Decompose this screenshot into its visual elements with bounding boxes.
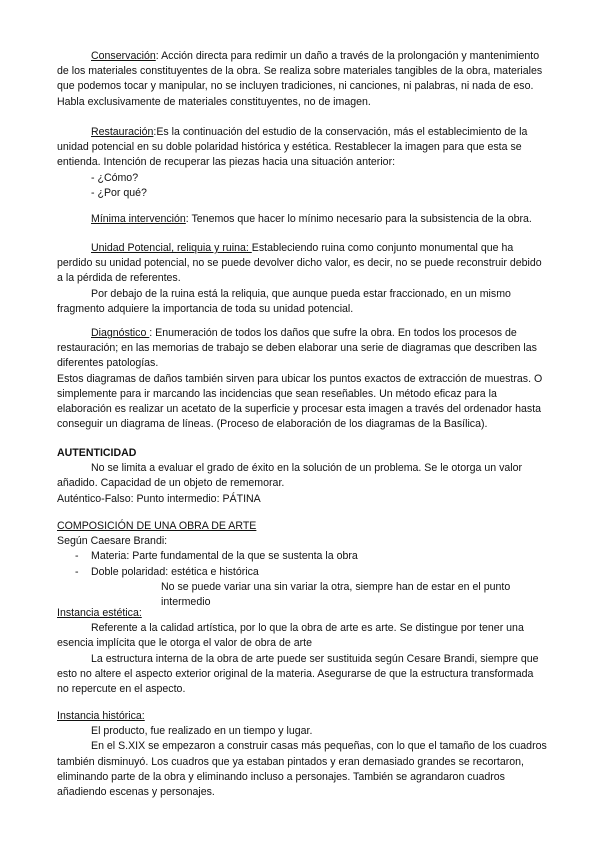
section-diagnostico xyxy=(57,326,547,432)
composicion-intro: Según Caesare Brandi: xyxy=(57,535,168,548)
section-composicion xyxy=(57,519,547,610)
section-minima-intervencion xyxy=(57,212,547,227)
diagnostico-text: : Enumeración de todos los daños que sufre la obra. En todos los procesos de restauración; en las memorias de trabajo se deben elaborar una serie de diagramas que describen las diferentes patologías. xyxy=(57,327,537,370)
estetica-paragraph-1: Referente a la calidad artística, por lo que la obra de arte es arte. Se distingue por tener una esencia implícita que le otorga el valor de obra de arte xyxy=(57,622,524,650)
conservacion-term: Conservación xyxy=(91,50,156,62)
diagnostico-term: Diagnóstico xyxy=(91,327,150,339)
composicion-heading: COMPOSICIÓN DE UNA OBRA DE ARTE xyxy=(57,520,257,532)
autenticidad-paragraph: No se limita a evaluar el grado de éxito en la solución de un problema. Se le otorga un valor añadido. Capacidad de un objeto de rememorar. xyxy=(57,462,523,490)
estetica-paragraph-2: La estructura interna de la obra de arte puede ser sustituida según Cesare Brandi, siempre que esto no altere el aspecto exterior original de la materia. Asegurarse de que la estructura transformada no repercute en el aspecto. xyxy=(57,652,539,696)
section-instancia-historica xyxy=(57,709,547,800)
historica-paragraph-1: El producto, fue realizado en un tiempo y lugar. xyxy=(91,725,313,738)
minima-paragraph xyxy=(57,212,547,227)
minima-term: Mínima intervención xyxy=(91,213,186,225)
unidad-paragraph xyxy=(57,241,547,287)
conservacion-paragraph xyxy=(57,49,547,110)
section-conservacion xyxy=(57,49,547,110)
section-autenticidad xyxy=(57,446,547,507)
composicion-list-item xyxy=(57,549,547,564)
estetica-heading: Instancia estética: xyxy=(57,607,142,619)
section-restauracion xyxy=(57,125,547,201)
composicion-note: No se puede variar una sin variar la otra, siempre han de estar en el punto intermedio xyxy=(161,580,511,609)
historica-heading: Instancia histórica: xyxy=(57,710,145,722)
restauracion-term: Restauración xyxy=(91,126,154,138)
section-unidad-potencial xyxy=(57,241,547,317)
list-dash-marker: - xyxy=(75,550,79,563)
minima-text: : Tenemos que hacer lo mínimo necesario para la subsistencia de la obra. xyxy=(185,213,532,225)
conservacion-text: : Acción directa para redimir un daño a través de la prolongación y mantenimiento de los materiales constituyentes de la obra. Se realiza sobre materiales tangibles de la obra, materiales que podemos tocar y manipular, no se incluyen tradiciones, ni canciones, ni palabras, ni nada de eso. Habla exclusivamente de materiales constituyentes, no de imagen. xyxy=(57,50,543,108)
diagnostico-paragraph-2: Estos diagramas de daños también sirven para ubicar los puntos exactos de extracción de muestras. O simplemente para ir marcando las incidencias que sean reseñables. Un método eficaz para la elaboración es realizar un acetato de la superficie y procesar esta imagen a través del ordenador hasta conseguir un diagrama de líneas. (Proceso de elaboración de los diagramas de la Basílica). xyxy=(57,372,543,431)
restauracion-question-como: - ¿Cómo? xyxy=(91,171,139,184)
autenticidad-heading: AUTENTICIDAD xyxy=(57,447,137,459)
unidad-paragraph-2: Por debajo de la ruina está la reliquia, que aunque pueda estar fraccionado, en un mismo fragmento adquiere la importancia de toda su unidad potencial. xyxy=(57,287,511,315)
unidad-text: Estableciendo ruina como conjunto monumental que ha perdido su unidad potencial, no se puede devolver dicho valor, es decir, no se puede reconstruir debido a la pérdida de referentes. xyxy=(57,242,542,285)
list-dash-marker: - xyxy=(75,565,79,578)
restauracion-text: :Es la continuación del estudio de la conservación, más el establecimiento de la unidad potencial en su doble polaridad histórica y estética. Restablecer la imagen para que esta se entienda. Intención de recuperar las piezas hacia una situación anterior: xyxy=(57,126,528,169)
unidad-term: Unidad Potencial, reliquia y ruina: xyxy=(91,242,252,254)
composicion-item-materia: Materia: Parte fundamental de la que se sustenta la obra xyxy=(91,550,358,563)
restauracion-paragraph xyxy=(57,125,547,171)
diagnostico-paragraph xyxy=(57,326,547,372)
composicion-list-item xyxy=(57,565,547,580)
autenticidad-line-2: Auténtico-Falso: Punto intermedio: PÁTINA xyxy=(57,492,261,505)
section-instancia-estetica xyxy=(57,606,547,697)
historica-paragraph-2: En el S.XIX se empezaron a construir casas más pequeñas, con lo que el tamaño de los cuadros también disminuyó. Los cuadros que ya estaban pintados y eran demasiado grandes se recortaron, eliminando parte de la obra y eliminando incluso a personajes. También se agrandaron cuadros añadiendo escenas y personajes. xyxy=(57,740,547,799)
restauracion-question-porque: - ¿Por qué? xyxy=(91,186,147,199)
composicion-item-polaridad: Doble polaridad: estética e histórica xyxy=(91,565,259,578)
